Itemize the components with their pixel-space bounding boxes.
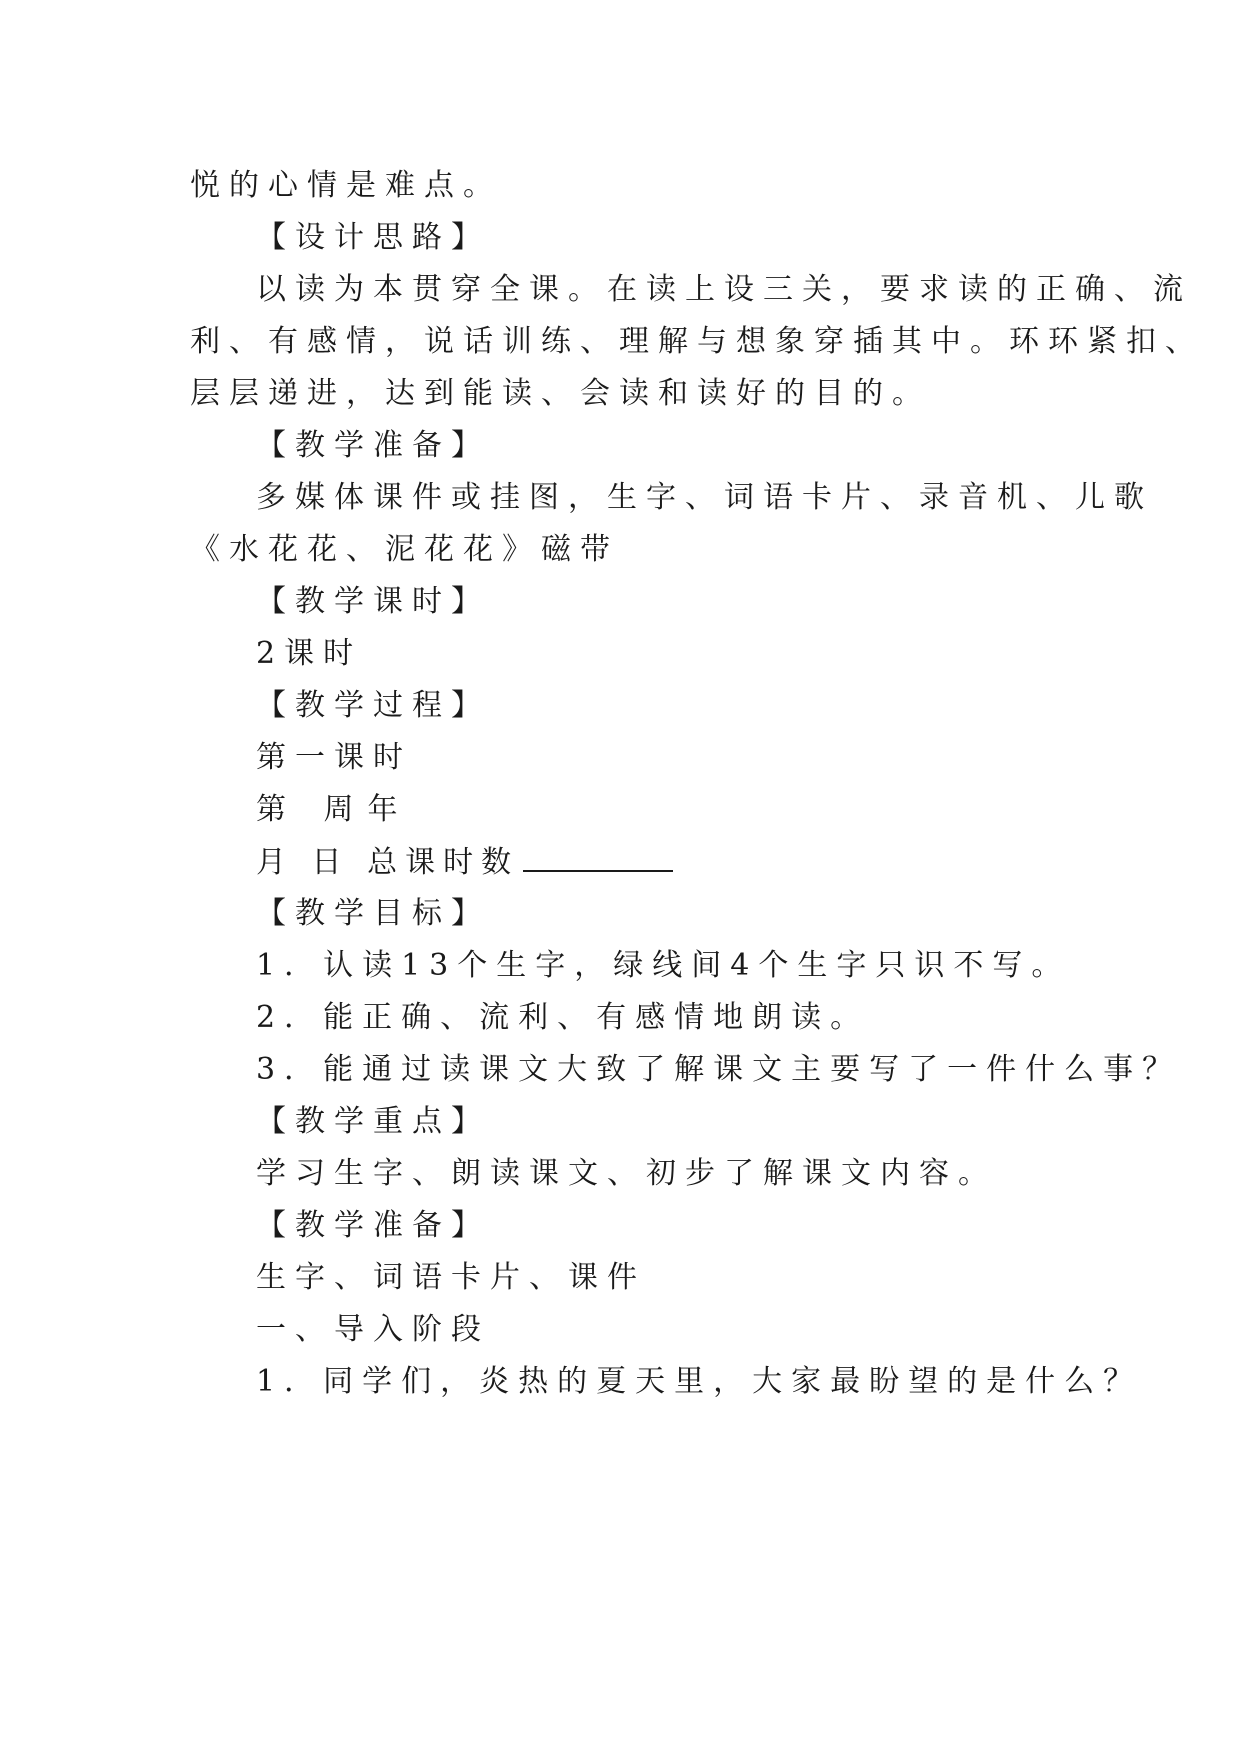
first-lesson-label: 第一课时 <box>256 740 412 775</box>
goal-item-1: 1．认读13个生字，绿线间4个生字只识不写。 <box>256 948 1071 983</box>
date-total-hours-line <box>256 838 673 886</box>
heading-teaching-goals: 【教学目标】 <box>256 896 490 931</box>
paragraph-design-line-3: 层层递进，达到能读、会读和读好的目的。 <box>190 376 931 411</box>
heading-teaching-prep-2: 【教学准备】 <box>256 1208 490 1243</box>
paragraph-prep-line-2: 《水花花、泥花花》磁带 <box>190 532 619 567</box>
heading-class-hours: 【教学课时】 <box>256 584 490 619</box>
intro-item-1: 1．同学们，炎热的夏天里，大家最盼望的是什么？ <box>256 1364 1143 1399</box>
paragraph-design-line-1: 以读为本贯穿全课。在读上设三关，要求读的正确、流 <box>256 272 1192 307</box>
paragraph-design-line-2: 利、有感情，说话训练、理解与想象穿插其中。环环紧扣、 <box>190 324 1204 359</box>
paragraph-continuation: 悦的心情是难点。 <box>190 168 502 203</box>
goal-item-2: 2．能正确、流利、有感情地朗读。 <box>256 1000 870 1035</box>
heading-design-idea: 【设计思路】 <box>256 220 490 255</box>
section-intro-stage: 一、导入阶段 <box>256 1312 490 1347</box>
prep-2-text: 生字、词语卡片、课件 <box>256 1260 646 1295</box>
paragraph-prep-line-1: 多媒体课件或挂图，生字、词语卡片、录音机、儿歌 <box>256 480 1153 515</box>
class-hours-value: 2课时 <box>256 636 363 671</box>
heading-teaching-focus: 【教学重点】 <box>256 1104 490 1139</box>
teaching-focus-text: 学习生字、朗读课文、初步了解课文内容。 <box>256 1156 997 1191</box>
week-year-line: 第 周年 <box>256 792 412 827</box>
date-total-hours-text: 月 日 总课时数 <box>256 845 520 880</box>
goal-item-3: 3．能通过读课文大致了解课文主要写了一件什么事？ <box>256 1052 1182 1087</box>
heading-teaching-process: 【教学过程】 <box>256 688 490 723</box>
total-hours-blank <box>523 838 673 872</box>
heading-teaching-prep: 【教学准备】 <box>256 428 490 463</box>
